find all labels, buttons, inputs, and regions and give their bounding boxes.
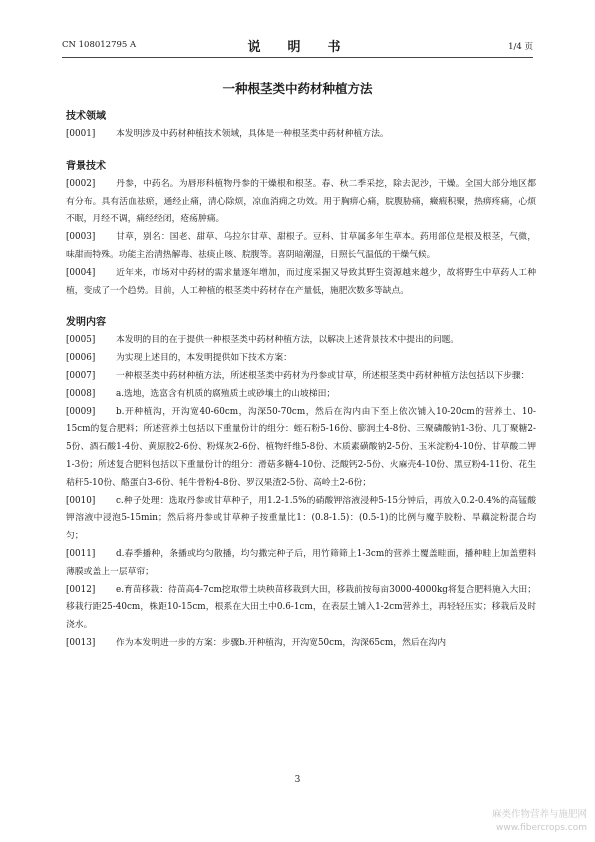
paragraph-text: 甘草，别名：国老、甜草、乌拉尔甘草、甜根子。豆科、甘草属多年生草本。药用部位是根及根茎，气微，味甜而特殊。功能主治清热解毒、祛痰止咳、脘腹等。喜阴暗潮湿，日照长气温低的干燥气候。 [66, 232, 536, 260]
paragraph-text: c.种子处理：选取丹参或甘草种子，用1.2-1.5%的硝酸钾溶液浸种5-15分钟后，再放入0.2-0.4%的高锰酸钾溶液中浸泡5-15min；然后将丹参或甘草种子按重量比1：(0.8-1.5)：(0.5-1)的比例与魔芋胶粉、旱藕淀粉混合均匀； [66, 495, 536, 542]
watermark-site-name: 麻类作物营养与施肥网 [491, 809, 587, 820]
description-body [66, 108, 536, 653]
paragraph-number: [0007] [66, 370, 96, 381]
document-title: 一种根茎类中药材种植方法 [222, 81, 373, 96]
paragraph-text: 本发明的目的在于提供一种根茎类中药材种植方法，以解决上述背景技术中提出的问题。 [116, 335, 460, 346]
document-type: 说 明 书 [247, 40, 348, 55]
paragraph-0005 [66, 332, 536, 350]
paragraph-text: b.开种植沟，开沟宽40-60cm，沟深50-70cm，然后在沟内由下至上依次铺入10-20cm的营养土、10-15cm的复合肥料；所述营养土包括以下重量份计的组分：蛭石粉5-16份、膨润土4-8份、三聚磷酸钠1-3份、几丁聚糖2-5份、酒石酸1-4份、黄原胶2-6份、粉煤灰2-6份、植物纤维5-8份、木质素磺酸钠2-5份、玉米淀粉4-10份、甘草酸二钾1-3份；所述复合肥料包括以下重量份计的组分：滑菇多糖4-10份、泛酸钙2-5份、火麻壳4-10份、黑豆粉4-11份、花生秸秆5-10份、酪蛋白3-6份、牦牛骨粉4-8份、罗汉果渣2-5份、高岭土2-6份； [66, 406, 536, 488]
paragraph-number: [0005] [66, 335, 96, 346]
paragraph-0007 [66, 368, 536, 386]
paragraph-number: [0002] [66, 178, 96, 189]
section-heading: 发明内容 [66, 317, 106, 329]
header-rule [62, 57, 533, 58]
paragraph-text: 作为本发明进一步的方案：步骤b.开种植沟，开沟宽50cm，沟深65cm，然后在沟内 [116, 637, 447, 648]
paragraph-text: 一种根茎类中药材种植方法，所述根茎类中药材为丹参或甘草，所述根茎类中药材种植方法包括以下步骤： [116, 370, 530, 381]
paragraph-number: [0001] [66, 129, 96, 139]
paragraph-number: [0009] [66, 406, 96, 417]
paragraph-0004 [66, 265, 536, 301]
paragraph-text: 丹参，中药名。为唇形科植物丹参的干燥根和根茎。春、秋二季采挖，除去泥沙，干燥。全国大部分地区都有分布。具有活血祛瘀，通经止痛，清心除烦，凉血消痈之功效。用于胸痹心痛，脘腹胁痛，癥瘕积聚，热痹疼痛，心烦不眠，月经不调，痛经经闭，疮疡肿痛。 [66, 178, 536, 225]
paragraph-0008 [66, 386, 536, 404]
paragraph-0002 [66, 176, 536, 229]
watermark-url: www.fibercrops.com [496, 823, 587, 833]
paragraph-text: d.春季播种，条播或均匀散播，均匀撒完种子后，用竹筛筛上1-3cm的营养土覆盖畦面，播种畦上加盖塑料薄膜或盖上一层草帘； [66, 548, 536, 577]
paragraph-0003 [66, 229, 536, 265]
paragraph-0001 [66, 126, 536, 144]
paragraph-number: [0010] [66, 495, 96, 506]
paragraph-0011 [66, 546, 536, 582]
paragraph-number: [0004] [66, 267, 96, 278]
watermark [492, 808, 587, 835]
paragraph-text: e.育苗移栽：待苗高4-7cm挖取带土块秧苗移栽到大田，移栽前按每亩3000-4000kg将复合肥料施入大田；移栽行距25-40cm，株距10-15cm，根系在大田土中0.6-1cm，在表层土铺入1-2cm营养土，再轻轻压实；移栽后及时浇水。 [66, 584, 536, 631]
paragraph-text: 为实现上述目的，本发明提供如下技术方案： [116, 353, 292, 364]
paragraph-number: [0012] [66, 584, 96, 595]
page-header [62, 38, 533, 55]
paragraph-text: a.选地，选富含有机质的腐殖质土或砂壤土的山坡梯田； [116, 388, 336, 399]
paragraph-number: [0008] [66, 388, 96, 399]
paragraph-number: [0011] [66, 548, 96, 559]
paragraph-0006 [66, 350, 536, 368]
paragraph-0013 [66, 635, 536, 653]
paragraph-text: 本发明涉及中药材种植技术领域，具体是一种根茎类中药材种植方法。 [116, 129, 389, 139]
section-heading: 背景技术 [66, 160, 106, 172]
page-number: 3 [294, 775, 301, 785]
section-heading: 技术领域 [66, 111, 106, 122]
paragraph-0010 [66, 493, 536, 546]
paragraph-number: [0006] [66, 353, 96, 364]
paragraph-text: 近年来，市场对中药材的需求量逐年增加，而过度采掘又导致其野生资源越来越少，故将野生中草药人工种植，变成了一个趋势。目前，人工种植的根茎类中药材存在产量低，施肥次数多等缺点。 [66, 267, 536, 296]
patent-number: CN 108012795 A [62, 40, 137, 50]
paragraph-number: [0003] [66, 232, 96, 243]
page-of-total: 1/4 页 [508, 42, 533, 52]
paragraph-number: [0013] [66, 637, 96, 648]
paragraph-0009 [66, 404, 536, 493]
paragraph-0012 [66, 582, 536, 635]
